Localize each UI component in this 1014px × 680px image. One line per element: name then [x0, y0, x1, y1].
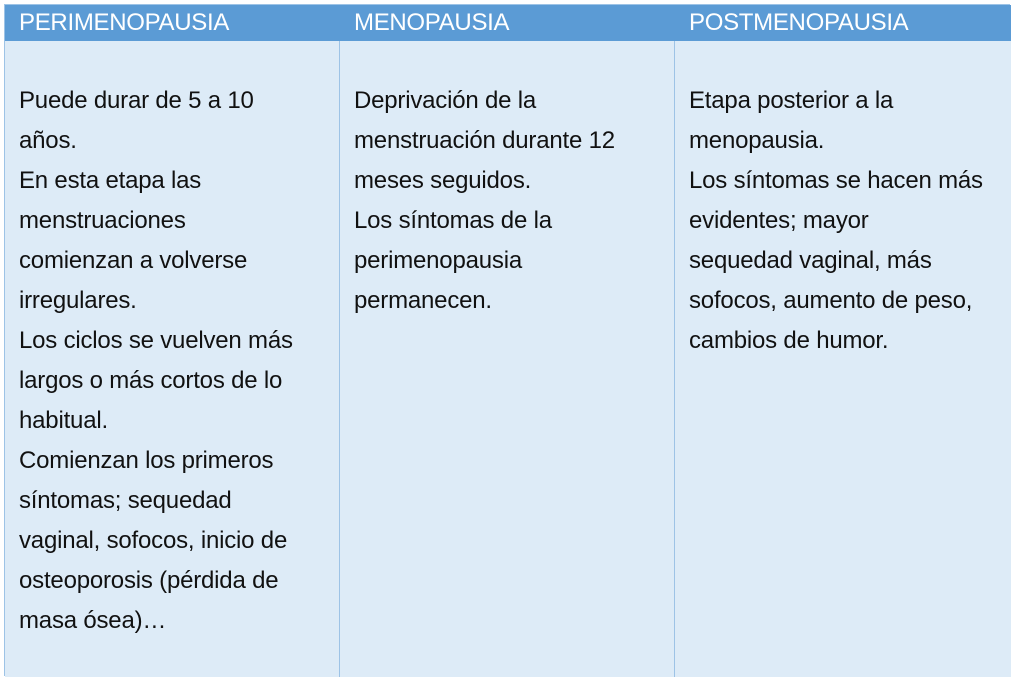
- text-line: sequedad vaginal, más: [689, 247, 932, 274]
- header-postmenopausia: POSTMENOPAUSIA: [675, 5, 1011, 41]
- text-line: osteoporosis (pérdida de: [19, 567, 279, 594]
- cell-menopausia: [340, 41, 675, 677]
- cell-text: [19, 81, 325, 641]
- text-line: En esta etapa las: [19, 167, 202, 194]
- menopause-stages-table: [4, 4, 1010, 676]
- text-line: Los síntomas de la: [354, 207, 552, 234]
- cell-text: [354, 81, 660, 321]
- text-line: largos o más cortos de lo: [19, 367, 283, 394]
- text-line: masa ósea)…: [19, 607, 167, 634]
- text-line: menopausia.: [689, 127, 825, 154]
- text-line: permanecen.: [354, 287, 492, 314]
- text-line: síntomas; sequedad: [19, 487, 232, 514]
- text-line: Comienzan los primeros: [19, 447, 274, 474]
- text-line: cambios de humor.: [689, 327, 889, 354]
- header-menopausia: MENOPAUSIA: [340, 5, 675, 41]
- cell-perimenopausia: [5, 41, 340, 677]
- text-line: Los síntomas se hacen más: [689, 167, 983, 194]
- text-line: irregulares.: [19, 287, 137, 314]
- text-line: comienzan a volverse: [19, 247, 248, 274]
- text-line: vaginal, sofocos, inicio de: [19, 527, 288, 554]
- text-line: menstruaciones: [19, 207, 186, 234]
- text-line: menstruación durante 12: [354, 127, 615, 154]
- text-line: perimenopausia: [354, 247, 522, 274]
- text-line: habitual.: [19, 407, 108, 434]
- text-line: años.: [19, 127, 77, 154]
- text-line: sofocos, aumento de peso,: [689, 287, 973, 314]
- text-line: Deprivación de la: [354, 87, 537, 114]
- text-line: evidentes; mayor: [689, 207, 869, 234]
- header-perimenopausia: PERIMENOPAUSIA: [5, 5, 340, 41]
- text-line: Etapa posterior a la: [689, 87, 894, 114]
- text-line: meses seguidos.: [354, 167, 532, 194]
- text-line: Los ciclos se vuelven más: [19, 327, 293, 354]
- text-line: Puede durar de 5 a 10: [19, 87, 254, 114]
- cell-postmenopausia: [675, 41, 1011, 677]
- cell-text: [689, 81, 997, 361]
